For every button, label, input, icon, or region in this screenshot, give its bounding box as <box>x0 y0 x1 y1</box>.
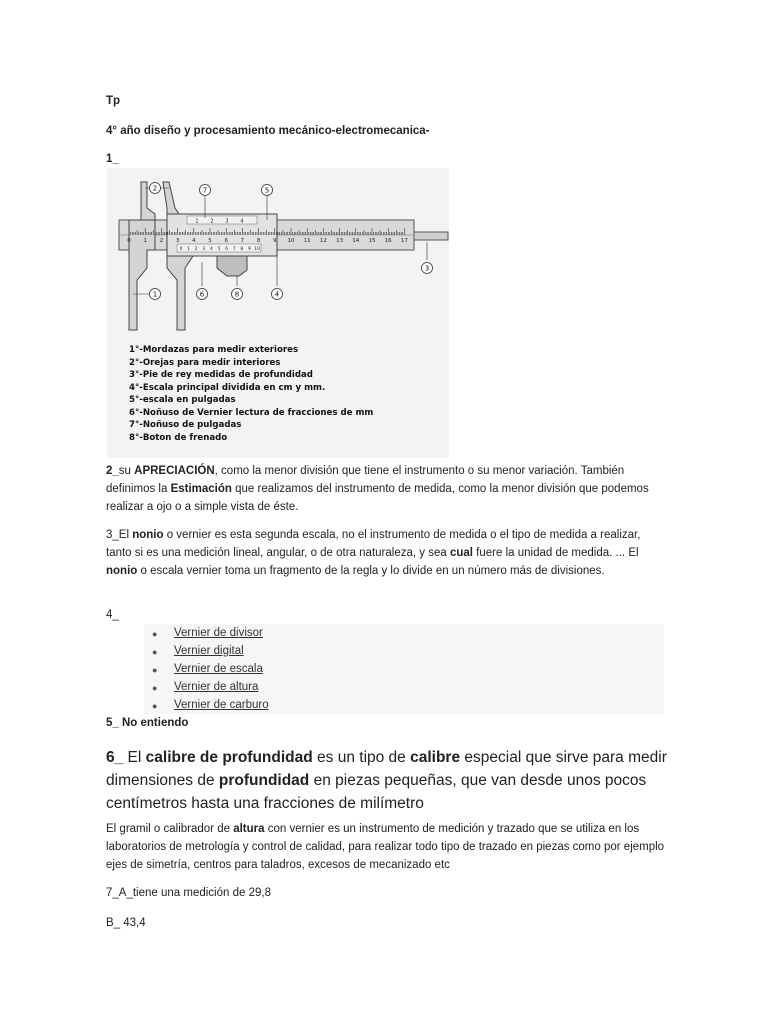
vernier-scale-number: 6 <box>225 247 229 252</box>
vernier-scale-number: 2 <box>194 247 198 252</box>
link-vernier-divisor[interactable]: Vernier de divisor <box>174 627 263 639</box>
vernier-caliper-figure <box>107 168 449 458</box>
main-scale-number: 12 <box>319 238 327 244</box>
main-scale-number: 3 <box>175 238 180 244</box>
inch-scale-number: 2 <box>210 218 214 225</box>
vernier-scale-number: 10 <box>254 247 260 252</box>
main-scale-number: 2 <box>159 238 164 244</box>
main-scale-number: 6 <box>224 238 228 244</box>
q4-label: 4_ <box>106 609 119 621</box>
legend-item: 8°-Boton de frenado <box>129 432 228 443</box>
main-scale-number: 10 <box>287 238 295 244</box>
svg-text:1: 1 <box>152 290 158 299</box>
figure-legend <box>129 344 373 444</box>
list-item: ● Vernier digital <box>152 645 244 657</box>
svg-text:3: 3 <box>424 264 430 273</box>
legend-item: 5°-escala en pulgadas <box>129 395 236 405</box>
answer-2: 2_su APRECIACIÓN, como la menor división que tiene el instrumento o su menor variación. También definimos la Estimación que realizamos del instrumento de medida, como la menor división que podemos realizar a ojo o a simple vista de éste. <box>106 465 649 513</box>
legend-item: 4°-Escala principal dividida en cm y mm. <box>129 382 326 393</box>
answer-5: 5_ No entiendo <box>106 717 189 729</box>
main-scale-number: 17 <box>400 238 408 244</box>
vernier-scale-number: 0 <box>179 247 183 252</box>
doc-title: Tp <box>106 95 121 107</box>
vernier-scale-number: 8 <box>240 247 244 252</box>
main-scale-number: 15 <box>368 238 376 244</box>
main-scale-number: 0 <box>127 238 131 244</box>
q1-label: 1_ <box>106 153 119 165</box>
svg-text:5: 5 <box>264 186 270 195</box>
main-scale-number: 5 <box>208 238 212 244</box>
vernier-scale-number: 1 <box>187 247 191 252</box>
callout-5 <box>262 185 273 196</box>
main-scale-number: 7 <box>240 238 245 244</box>
answer-3: 3_El nonio o vernier es esta segunda escala, no el instrumento de medida o el tipo de medida a realizar, tanto si es una medición lineal, angular, o de otra naturaleza, y sea cual fuere la unidad de medida. ... El nonio o escala vernier toma un fragmento de la regla y lo divide en un número más de divisiones. <box>106 529 641 577</box>
main-scale-number: 13 <box>336 238 344 244</box>
link-vernier-altura[interactable]: Vernier de altura <box>174 681 259 693</box>
legend-item: 6°-Noñuso de Vernier lectura de fracciones de mm <box>129 407 374 418</box>
callout-8 <box>232 289 243 300</box>
callout-4 <box>272 289 283 300</box>
svg-text:8: 8 <box>234 290 240 299</box>
main-scale-number: 1 <box>143 238 147 244</box>
main-scale-number: 4 <box>192 238 196 244</box>
legend-item: 3°-Pie de rey medidas de profundidad <box>129 370 313 380</box>
inch-scale-number: 1 <box>195 218 199 225</box>
vernier-scale-number: 4 <box>209 247 213 252</box>
answer-7b: B_ 43,4 <box>106 917 146 929</box>
vernier-scale-number: 5 <box>217 247 221 252</box>
doc-subtitle: 4° año diseño y procesamiento mecánico-electromecanica- <box>106 125 430 137</box>
main-scale-number: 16 <box>384 238 392 244</box>
list-item: ● Vernier de divisor <box>152 627 263 639</box>
legend-item: 1°-Mordazas para medir exteriores <box>129 345 299 355</box>
answer-6b: El gramil o calibrador de altura con vernier es un instrumento de medición y trazado que se utiliza en los laboratorios de metrología y control de calidad, para realizar todo tipo de trazado en piezas como por ejemplo ejes de simetría, centros para taladros, excesos de mecanizado etc <box>106 823 665 871</box>
main-scale-number: 8 <box>256 238 261 244</box>
main-scale-number: 14 <box>352 238 360 244</box>
list-item: ● Vernier de altura <box>152 681 259 693</box>
legend-item: 2°-Orejas para medir interiores <box>129 357 281 368</box>
link-vernier-escala[interactable]: Vernier de escala <box>174 663 263 675</box>
list-item: ● Vernier de escala <box>152 663 263 675</box>
callout-2 <box>150 183 161 194</box>
answer-7a: 7_A_tiene una medición de 29,8 <box>106 887 271 899</box>
vernier-scale-number: 7 <box>232 247 236 252</box>
legend-item: 7°-Noñuso de pulgadas <box>129 420 242 430</box>
svg-text:7: 7 <box>202 186 208 195</box>
callout-7 <box>200 185 211 196</box>
svg-text:2: 2 <box>152 184 158 193</box>
main-scale-number: 9 <box>273 238 277 244</box>
vernier-scale-number: 9 <box>247 247 251 252</box>
link-vernier-carburo[interactable]: Vernier de carburo <box>174 699 269 711</box>
inch-scale-number: 3 <box>225 218 229 225</box>
vernier-types-list <box>144 624 664 714</box>
answer-6: 6_ El calibre de profundidad es un tipo de calibre especial que sirve para medir dimensiones de profundidad en piezas pequeñas, que van desde unos pocos centímetros hasta una fracciones de milímetro <box>106 749 667 812</box>
vernier-scale-number: 3 <box>202 247 206 252</box>
vernier-caliper-drawing <box>107 168 449 343</box>
list-item: ● Vernier de carburo <box>152 699 269 711</box>
main-scale-number: 11 <box>303 238 311 244</box>
callout-3 <box>422 263 433 274</box>
svg-text:6: 6 <box>199 290 205 299</box>
callout-6 <box>197 289 208 300</box>
callout-1 <box>150 289 161 300</box>
link-vernier-digital[interactable]: Vernier digital <box>174 645 244 657</box>
svg-text:4: 4 <box>274 290 280 299</box>
inch-scale-number: 4 <box>240 218 244 225</box>
